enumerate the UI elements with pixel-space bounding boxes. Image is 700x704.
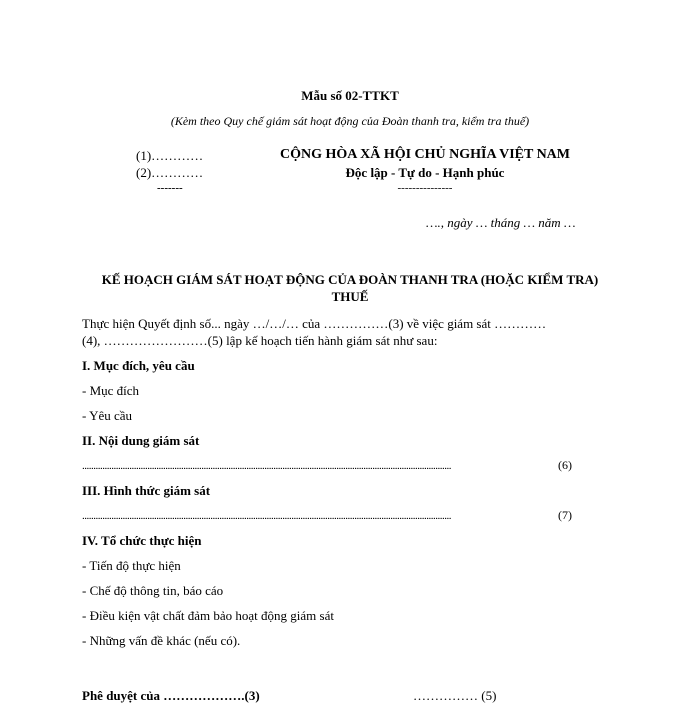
section4-item-conditions: - Điều kiện vật chất đảm bảo hoạt động giám sát [82, 608, 334, 623]
section2-heading: II. Nội dung giám sát [82, 433, 200, 448]
document-title-line2: THUẾ [331, 289, 369, 304]
header-motto-dashes: --------------- [397, 182, 453, 194]
header-motto: Độc lập - Tự do - Hạnh phúc [345, 165, 505, 180]
header-nation: CỘNG HÒA XÃ HỘI CHỦ NGHĨA VIỆT NAM [279, 147, 570, 162]
section2-dotted-line [82, 458, 572, 473]
header-left-line2: (2)………… [136, 165, 204, 180]
footer-approval: Phê duyệt của ……………….(3) [82, 688, 260, 703]
intro-line2: (4), ……………………(5) lập kế hoạch tiến hành giám sát như sau: [82, 333, 438, 348]
dotted-leader: .................................................................................................................................................................... [82, 510, 451, 522]
header-left-dashes: ------- [157, 182, 183, 194]
intro-line1: Thực hiện Quyết định số... ngày …/…/… của ……………(3) về việc giám sát ………… [82, 316, 547, 331]
form-note: (Kèm theo Quy chế giám sát hoạt động của Đoàn thanh tra, kiểm tra thuế) [170, 114, 530, 128]
dotted-leader: .................................................................................................................................................................... [82, 460, 451, 472]
section1-heading: I. Mục đích, yêu cầu [82, 358, 195, 373]
section1-item-requirement: - Yêu cầu [82, 408, 133, 423]
header-left-line1: (1)………… [136, 148, 204, 163]
form-number: Mẫu số 02-TTKT [301, 88, 399, 103]
section4-item-reporting: - Chế độ thông tin, báo cáo [82, 583, 224, 598]
section3-dotted-line [82, 508, 572, 523]
section3-heading: III. Hình thức giám sát [82, 483, 211, 498]
section2-ref: (6) [558, 458, 572, 472]
section3-ref: (7) [558, 508, 572, 522]
section1-item-purpose: - Mục đích [82, 383, 140, 398]
date-line: …., ngày … tháng … năm … [426, 215, 576, 230]
document-title-line1: KẾ HOẠCH GIÁM SÁT HOẠT ĐỘNG CỦA ĐOÀN THANH TRA (HOẶC KIỂM TRA) [101, 272, 599, 287]
footer-right: …………… (5) [413, 688, 497, 703]
section4-item-schedule: - Tiến độ thực hiện [82, 558, 181, 573]
section4-heading: IV. Tổ chức thực hiện [82, 533, 202, 548]
section4-item-other: - Những vấn đề khác (nếu có). [82, 633, 241, 648]
